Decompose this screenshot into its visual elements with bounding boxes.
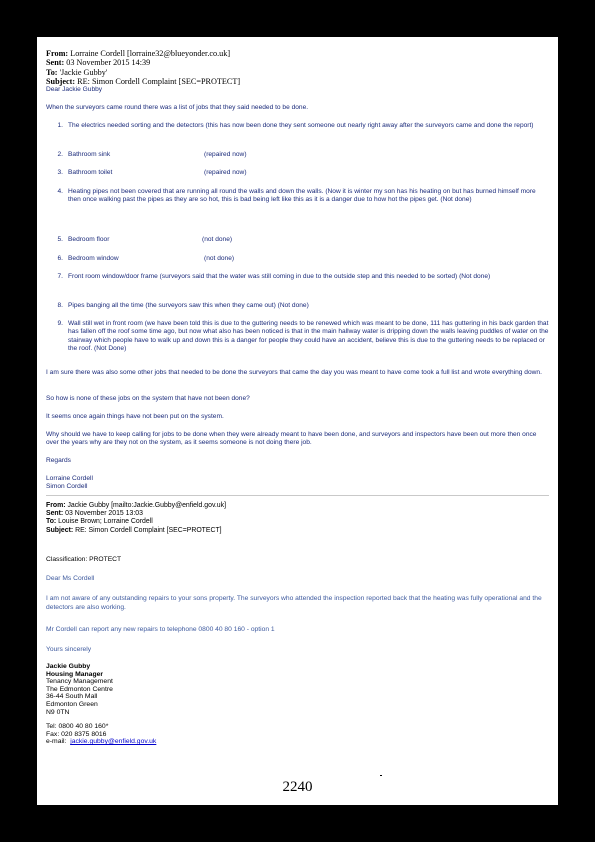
item-number: 8. <box>57 302 63 309</box>
page-number: 2240 <box>282 779 313 795</box>
signature-block <box>46 663 156 746</box>
signature-name: Jackie Gubby <box>46 663 91 670</box>
email1-sign1: Lorraine Cordell <box>46 475 93 482</box>
item-number: 1. <box>57 122 63 129</box>
email-label: e-mail: <box>46 738 67 746</box>
item-status: (repaired now) <box>204 151 247 158</box>
item-status: (not done) <box>204 255 235 262</box>
from-value: Lorraine Cordell [lorraine32@blueyonder.co.uk] <box>70 49 231 58</box>
item-number: 3. <box>57 169 63 176</box>
item-number: 9. <box>57 320 63 327</box>
sent-value: 03 November 2015 13:03 <box>65 510 143 518</box>
from-label: From: <box>46 49 69 58</box>
item-text: Bathroom sink <box>68 151 111 158</box>
document-page <box>37 37 558 805</box>
email1-sign2: Simon Cordell <box>46 483 88 490</box>
signature-line: Tenancy Management <box>46 678 113 686</box>
email1-intro: When the surveyors came round there was a list of jobs that they said needed to be done. <box>46 104 309 111</box>
item-number: 5. <box>57 236 63 243</box>
signature-line: 36-44 South Mall <box>46 693 98 701</box>
email-divider <box>46 495 549 496</box>
email1-regards: Regards <box>46 457 71 464</box>
email2-closing: Yours sincerely <box>46 646 92 653</box>
classification: Classification: PROTECT <box>46 556 122 563</box>
from-value: Jackie Gubby [mailto:Jackie.Gubby@enfield.gov.uk] <box>67 502 226 509</box>
scan-mark <box>380 775 382 776</box>
item-text: The electrics needed sorting and the detectors (this has now been done they sent someone out nearly right away after the surveyors came and done the report) <box>68 122 534 129</box>
fax: Fax: 020 8375 8016 <box>46 730 107 738</box>
item-text: Heating pipes not been covered that are running all round the walls and down the walls. (Now it is winter my son has his heating on but has burned himself more then once walking past the pipes as they are so hot, this is bad being left like this as it is a danger due to how hot the pipes get. (Not done) <box>68 188 536 204</box>
sent-value: 03 November 2015 14:39 <box>66 58 151 68</box>
item-number: 6. <box>57 255 63 262</box>
to-label: To: <box>46 518 57 526</box>
to-value: Louise Brown; Lorraine Cordell <box>58 518 153 526</box>
email2-greeting: Dear Ms Cordell <box>46 575 95 582</box>
email1-para2: So how is none of these jobs on the system that have not been done? <box>46 395 250 402</box>
signature-line: Edmonton Green <box>46 700 98 708</box>
email1-header <box>46 49 240 86</box>
signature-title: Housing Manager <box>46 670 104 678</box>
item-text: Pipes banging all the time (the surveyors saw this when they came out) (Not done) <box>68 302 309 309</box>
email1-para4: Why should we have to keep calling for jobs to be done when they were already meant to have been done, and surveyors and inspectors have been out more then once over the years why are they not on the system, as it seems someone is not doing there job. <box>46 431 537 447</box>
subject-label: Subject: <box>46 76 76 86</box>
email1-greeting: Dear Jackie Gubby <box>46 86 103 93</box>
signature-line: The Edmonton Centre <box>46 685 113 693</box>
item-status: (repaired now) <box>204 169 247 176</box>
email2-repairs: Mr Cordell can report any new repairs to telephone 0800 40 80 160 - option 1 <box>46 626 275 633</box>
email1-para3: It seems once again things have not been put on the system. <box>46 413 224 420</box>
item-text: Front room window/door frame (surveyors said that the water was still coming in due to the outside step and this needed to be sorted) (Not done) <box>68 273 491 280</box>
from-label: From: <box>46 502 66 509</box>
item-text: Bathroom toilet <box>68 169 113 176</box>
sent-label: Sent: <box>46 510 64 518</box>
subject-label: Subject: <box>46 526 74 534</box>
to-value: 'Jackie Gubby' <box>59 67 108 77</box>
email2-header <box>46 502 226 535</box>
item-number: 7. <box>57 273 63 280</box>
email-link[interactable]: jackie.gubby@enfield.gov.uk <box>70 738 157 746</box>
to-label: To: <box>46 67 58 77</box>
telephone: Tel: 0800 40 80 160* <box>46 723 109 731</box>
item-number: 4. <box>57 188 63 195</box>
item-text: Bedroom floor <box>68 236 110 243</box>
subject-value: RE: Simon Cordell Complaint [SEC=PROTECT] <box>77 76 241 86</box>
item-status: (not done) <box>202 236 233 243</box>
sent-label: Sent: <box>46 58 65 68</box>
email1-para1: I am sure there was also some other jobs that needed to be done the surveyors that came the day you was meant to have come took a full list and wrote everything down. <box>46 369 542 376</box>
item-text: Bedroom window <box>68 255 119 262</box>
subject-value: RE: Simon Cordell Complaint [SEC=PROTECT] <box>75 526 222 534</box>
item-number: 2. <box>57 151 63 158</box>
item-text: Wall still wet in front room (we have been told this is due to the guttering needs to be renewed which was meant to be done, 111 has guttering in his back garden that has fallen off the roof some time ago, but now what also has been noticed is that in the main hallway water is dripping down the walls leaving puddles of water on the stairway which people have to walk up and down this is a danger for people they could have an accident, believe this is due to the guttering needs to be replaced or the roof. (Not Done) <box>68 320 549 352</box>
signature-line: N9 0TN <box>46 708 70 716</box>
email2-body: I am not aware of any outstanding repairs to your sons property. The surveyors who attended the inspection reported back that the heating was fully operational and the detectors are also working. <box>46 595 542 611</box>
